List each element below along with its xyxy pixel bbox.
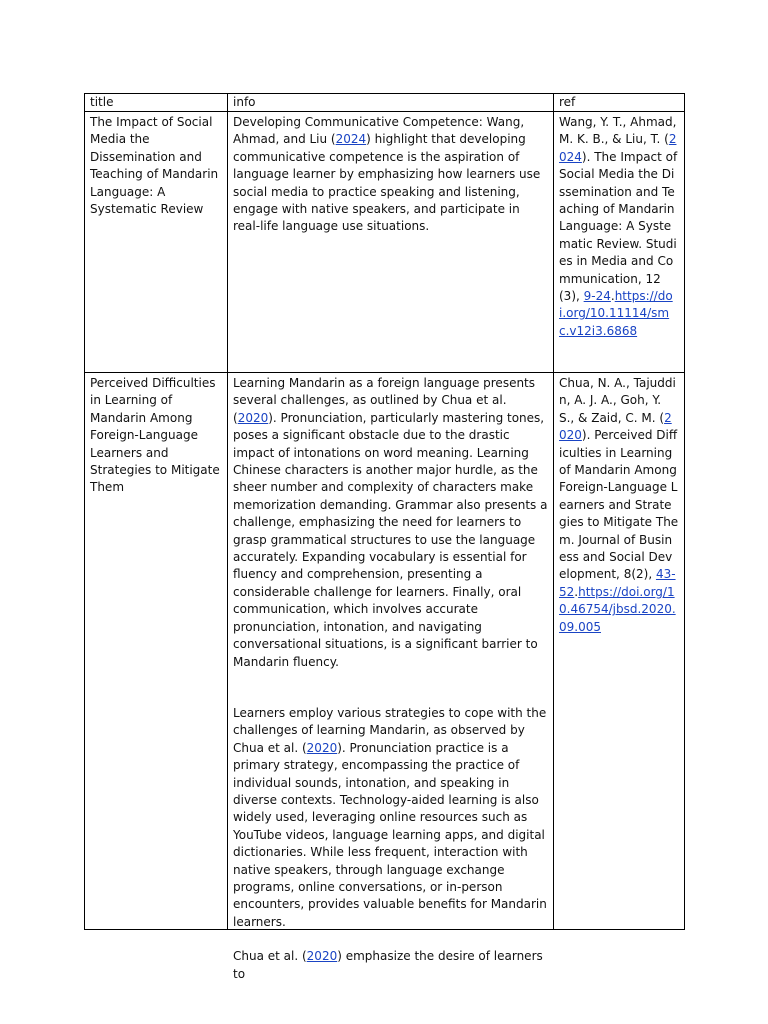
info-text: Learning Mandarin as a foreign language presents several challenges, as outlined by Chua et al. ( [233,376,536,425]
ref-year-link[interactable]: 2020 [559,410,672,443]
info-text: Chua et al. ( [233,949,307,964]
literature-table [84,93,685,981]
ref-details: ). The Impact of Social Media the Dissemination and Teaching of Mandarin Language: A Systematic Review. Studies in Media and Communication, 12(3), [559,149,678,304]
table-row [85,373,685,930]
info-paragraph [233,114,548,236]
cell-ref [554,373,685,930]
ref-authors: Wang, Y. T., Ahmad, M. K. B., & Liu, T. ( [559,115,677,147]
info-text: Learners employ various strategies to cope with the challenges of learning Mandarin, as observed by Chua et al. ( [233,705,547,755]
info-paragraph [233,948,548,983]
info-text: ). Pronunciation practice is a primary strategy, encompassing the practice of individual sounds, intonation, and speaking in diverse contexts. Technology-aided learning is also widely used, leveraging online resources such as YouTube videos, language learning apps, and digital dictionaries. While less frequent, interaction with native speakers, through language exchange programs, online conversations, or in-person encounters, provides valuable benefits for Mandarin learners. [233,740,547,929]
citation-year-link[interactable]: 2020 [306,740,338,755]
header-ref: ref [554,94,685,112]
table-row [85,112,685,373]
ref-authors: Chua, N. A., Tajuddin, A. J. A., Goh, Y. S., & Zaid, C. M. ( [559,376,676,425]
info-paragraph [233,705,548,931]
cell-title: Perceived Difficulties in Learning of Mandarin Among Foreign-Language Learners and Strategies to Mitigate Them [85,373,228,930]
citation-year-link[interactable]: 2024 [335,132,367,147]
table-header-row [85,94,685,112]
cell-info [228,373,554,981]
citation-year-link[interactable]: 2020 [237,410,269,425]
info-container [233,375,548,981]
doi-link[interactable]: https://doi.org/10.11114/smc.v12i3.6868 [559,289,673,338]
reference-entry [559,114,679,340]
ref-details: ). Perceived Difficulties in Learning of Mandarin Among Foreign-Language Learners and Strategies to Mitigate Them. Journal of Business and Social Development, 8(2), [559,428,679,582]
info-paragraph [233,375,548,671]
info-text: ) highlight that developing communicative competence is the aspiration of language learner by emphasizing how learners use social media to practice speaking and listening, engage with native speakers, and participate in real-life language use situations. [233,132,541,234]
ref-year-link[interactable]: 2024 [559,132,677,164]
ref-period: . [610,289,615,304]
ref-pages-link[interactable]: 43-52 [559,567,676,599]
info-text: ) emphasize the desire of learners to [233,949,543,981]
cell-ref [554,112,685,373]
ref-period: . [574,584,579,599]
ref-pages-link[interactable]: 9-24 [583,289,611,304]
cell-info [228,112,554,373]
header-info: info [228,94,554,112]
info-text: ). Pronunciation, particularly mastering tones, poses a significant obstacle due to the drastic impact of intonations on word meaning. Learning Chinese characters is another major hurdle, as the sheer number and complexity of characters make memorization demanding. Grammar also presents a challenge, emphasizing the need for learners to grasp grammatical structures to use the language accurately. Expanding vocabulary is essential for fluency and comprehension, presenting a considerable challenge for learners. Finally, oral communication, which involves accurate pronunciation, intonation, and navigating conversational situations, is a significant barrier to Mandarin fluency. [233,410,548,669]
header-title: title [85,94,228,112]
doi-link[interactable]: https://doi.org/10.46754/jbsd.2020.09.005 [559,584,676,634]
info-text: Developing Communicative Competence: Wang, Ahmad, and Liu ( [233,115,525,147]
cell-title: The Impact of Social Media the Dissemination and Teaching of Mandarin Language: A Systematic Review [85,112,228,373]
citation-year-link[interactable]: 2020 [306,949,338,964]
reference-entry [559,375,679,636]
